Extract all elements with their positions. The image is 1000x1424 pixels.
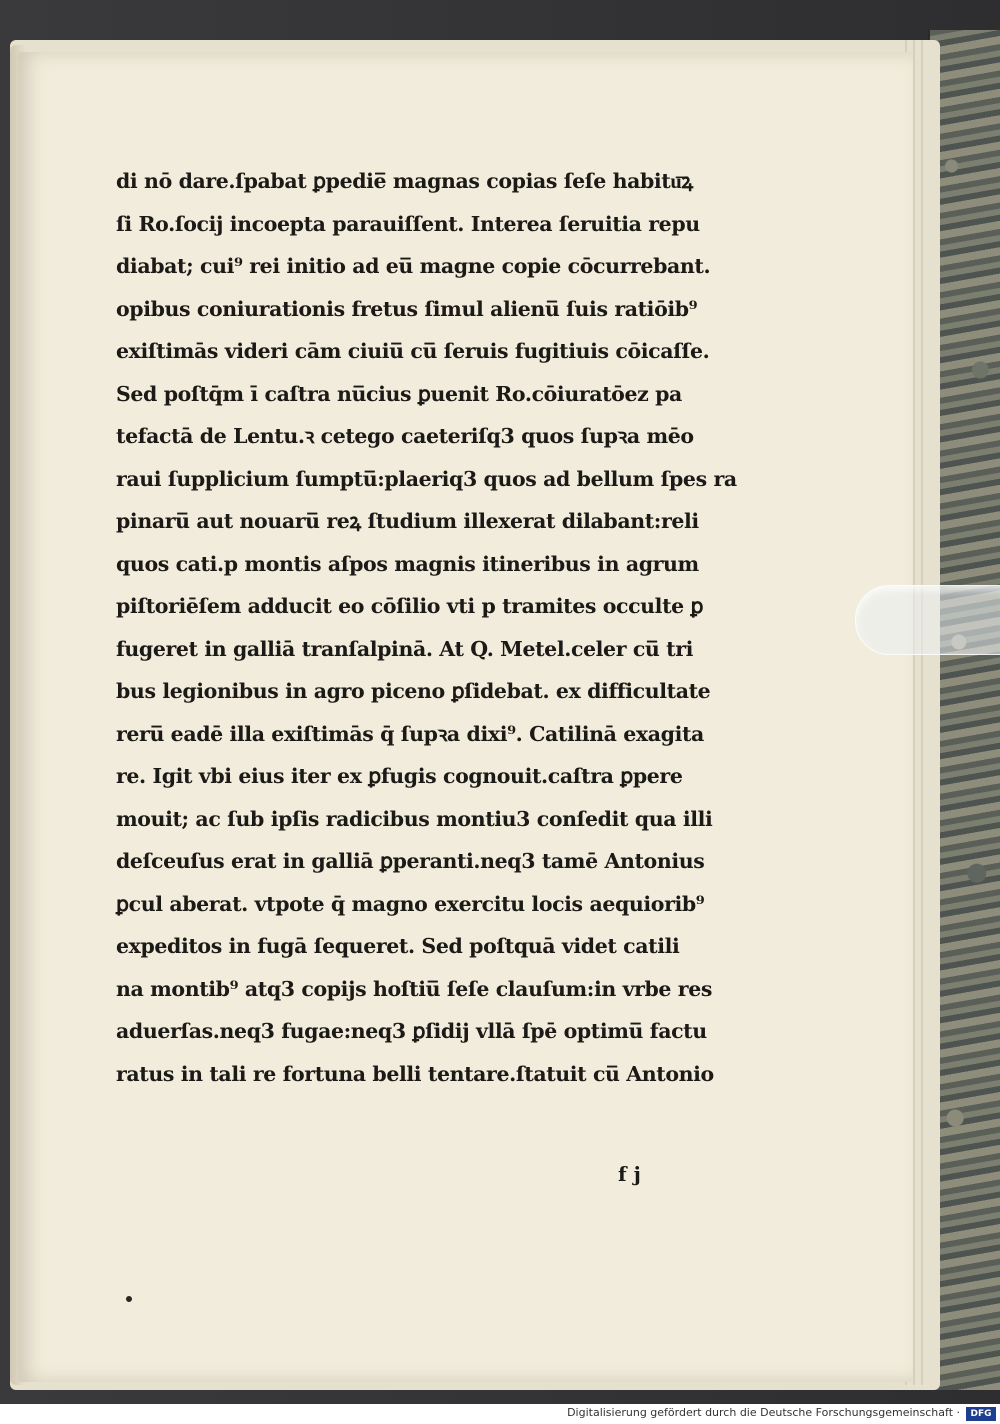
text-line: bus legionibus in agro piceno ꝑſidebat. ex difficultate xyxy=(116,679,711,703)
page-text-block xyxy=(116,160,756,1095)
text-line: pinaru̅ aut nouaru̅ reꝝ ſtudium illexerat dilabant:reli xyxy=(116,509,699,533)
text-line: ꝑcul aberat. vtpote q̄ magno exercitu locis aequiorib⁹ xyxy=(116,891,705,916)
text-line: na montib⁹ atq3 copijs hoſtiu̅ ſeſe clauſum:in vrbe res xyxy=(116,976,712,1001)
text-line: re. Igit vbi eius iter ex ꝑfugis cognouit.caſtra ꝑpere xyxy=(116,764,683,788)
funding-credit: Digitalisierung gefördert durch die Deutsche Forschungsgemeinschaft · xyxy=(567,1406,960,1419)
page-edge-line xyxy=(921,40,923,1385)
page-edge-line xyxy=(913,40,915,1385)
text-line: ratus in tali re fortuna belli tentare.ſtatuit cu̅ Antonio xyxy=(116,1061,714,1086)
text-line: aduerſas.neq3 fugae:neq3 ꝑſidij vllā ſpē optimu̅ factu xyxy=(116,1019,707,1043)
text-line: ſi Ro.ſocij incoepta parauiſſent. Interea ſeruitia repu xyxy=(116,211,700,236)
signature-mark: f j xyxy=(618,1162,641,1186)
text-line: raui ſupplicium ſumptu̅:plaeriq3 quos ad bellum ſpes ra xyxy=(116,466,737,491)
text-line: diabat; cui⁹ rei initio ad eu̅ magne copie cōcurrebant. xyxy=(116,254,711,278)
book-page xyxy=(18,52,913,1382)
text-line: deſceuſus erat in galliā ꝑperanti.neq3 tamē Antonius xyxy=(116,849,705,873)
footer-bar xyxy=(0,1404,1000,1424)
text-line: quos cati.p montis aſpos magnis itineribus in agrum xyxy=(116,551,699,576)
text-line: reru̅ eadē illa exiſtimās q̄ ſupꝛa dixi⁹. Catilinā exagita xyxy=(116,721,704,746)
text-line: di nō dare.ſpabat ꝑpedie̅ magnas copias ſeſe habitu͞ꝝ xyxy=(116,169,693,193)
text-line: fugeret in galliā tranſalpinā. At Q. Metel.celer cu̅ tri xyxy=(116,636,694,661)
text-line: exiſtimās videri cām ciuiu̅ cu̅ ſeruis fugitiuis cōicaſſe. xyxy=(116,339,710,363)
plastic-page-clip xyxy=(855,585,1000,655)
text-line: opibus coniurationis fretus ſimul alienu̅ ſuis ratiōib⁹ xyxy=(116,296,698,321)
ink-dot xyxy=(126,1296,132,1302)
text-line: mouit; ac ſub ipſis radicibus montiu3 conſedit qua illi xyxy=(116,806,713,831)
text-line: Sed poſtq̄m ī caſtra nu̅cius ꝑuenit Ro.cōiuratōez pa xyxy=(116,381,682,406)
text-line: tefactā de Lentu.ꝛ cetego caeteriſq3 quos ſupꝛa mēo xyxy=(116,424,694,448)
text-line: expeditos in fugā ſequeret. Sed poſtquā videt catili xyxy=(116,934,680,958)
text-line: piſtoriēſem adducit eo cōſilio vti p tramites occulte ꝑ xyxy=(116,594,704,618)
dfg-logo-icon: DFG xyxy=(966,1407,996,1421)
